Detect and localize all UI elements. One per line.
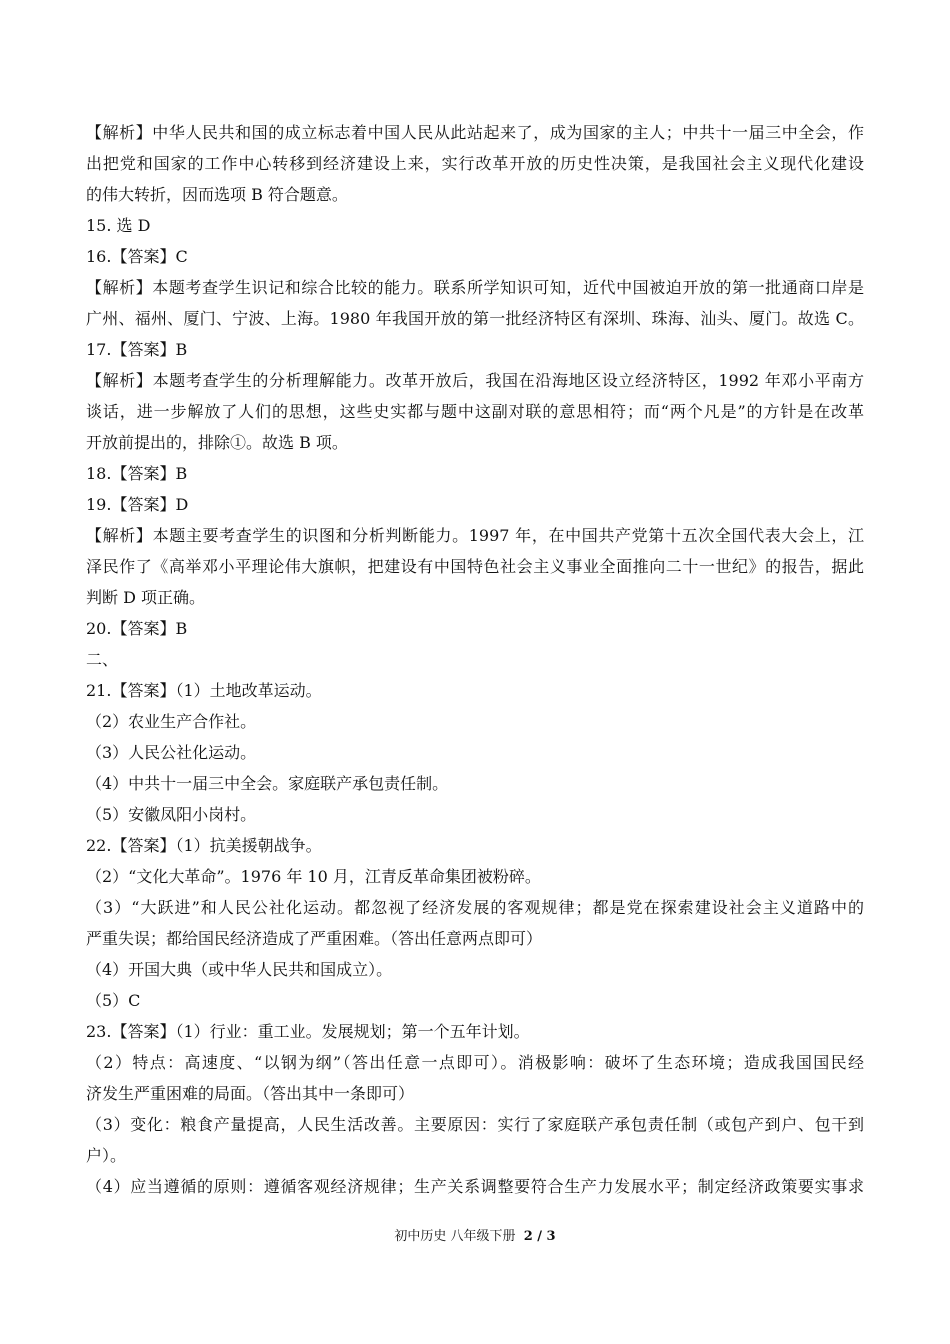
text-line: 户）。 [86,1146,127,1165]
text-line: （4）应当遵循的原则：遵循客观经济规律；生产关系调整要符合生产力发展水平；制定经济政策要实事求 [86,1177,864,1196]
text-line: （2）特点：高速度、“以钢为纲”（答出任意一点即可）。消极影响：破坏了生态环境；造成我国国民经 [86,1053,864,1072]
text-line: 济发生严重困难的局面。（答出其中一条即可） [86,1084,415,1103]
text-line: 的伟大转折，因而选项 B 符合题意。 [86,185,348,204]
text-line: （2）农业生产合作社。 [86,712,257,731]
text-line: 17.【答案】B [86,340,188,359]
page-number: 2 / 3 [523,1229,556,1244]
footer-title: 初中历史 八年级下册 [394,1229,516,1244]
text-line: 判断 D 项正确。 [86,588,206,607]
text-line: （3）变化：粮食产量提高，人民生活改善。主要原因：实行了家庭联产承包责任制（或包产到户、包干到 [86,1115,864,1134]
text-line: 二、 [86,650,119,669]
text-line: 严重失误；都给国民经济造成了严重困难。（答出任意两点即可） [86,929,543,948]
text-line: 15. 选 D [86,216,151,235]
text-line: （3）“大跃进”和人民公社化运动。都忽视了经济发展的客观规律；都是党在探索建设社会主义道路中的 [86,898,864,917]
text-line: 开放前提出的，排除①。故选 B 项。 [86,433,348,452]
text-line: 【解析】中华人民共和国的成立标志着中国人民从此站起来了，成为国家的主人；中共十一届三中全会，作 [86,123,864,142]
text-line: 21.【答案】（1）土地改革运动。 [86,681,322,700]
text-line: 22.【答案】（1）抗美援朝战争。 [86,836,322,855]
text-line: （5）C [86,991,141,1010]
text-line: 谈话，进一步解放了人们的思想，这些史实都与题中这副对联的意思相符；而“两个凡是”的方针是在改革 [86,402,864,421]
text-line: 广州、福州、厦门、宁波、上海。1980 年我国开放的第一批经济特区有深圳、珠海、汕头、厦门。故选 C。 [86,309,864,328]
text-line: 16.【答案】C [86,247,188,266]
page-footer [0,1228,950,1246]
text-line: 出把党和国家的工作中心转移到经济建设上来，实行改革开放的历史性决策，是我国社会主义现代化建设 [86,154,864,173]
text-line: （5）安徽凤阳小岗村。 [86,805,257,824]
text-line: （2）“文化大革命”。1976 年 10 月，江青反革命集团被粉碎。 [86,867,541,886]
text-line: （3）人民公社化运动。 [86,743,257,762]
text-line: 23.【答案】（1）行业：重工业。发展规划；第一个五年计划。 [86,1022,530,1041]
text-line: 【解析】本题考查学生识记和综合比较的能力。联系所学知识可知，近代中国被迫开放的第一批通商口岸是 [86,278,864,297]
text-line: 19.【答案】D [86,495,189,514]
text-line: 【解析】本题主要考查学生的识图和分析判断能力。1997 年，在中国共产党第十五次全国代表大会上，江 [86,526,864,545]
text-line: 泽民作了《高举邓小平理论伟大旗帜，把建设有中国特色社会主义事业全面推向二十一世纪》的报告，据此 [86,557,864,576]
text-line: （4）中共十一届三中全会。家庭联产承包责任制。 [86,774,449,793]
text-line: 20.【答案】B [86,619,188,638]
text-line: 【解析】本题考查学生的分析理解能力。改革开放后，我国在沿海地区设立经济特区，1992 年邓小平南方 [86,371,864,390]
text-line: （4）开国大典（或中华人民共和国成立）。 [86,960,393,979]
text-line: 18.【答案】B [86,464,188,483]
answer-text-body [86,117,864,1202]
